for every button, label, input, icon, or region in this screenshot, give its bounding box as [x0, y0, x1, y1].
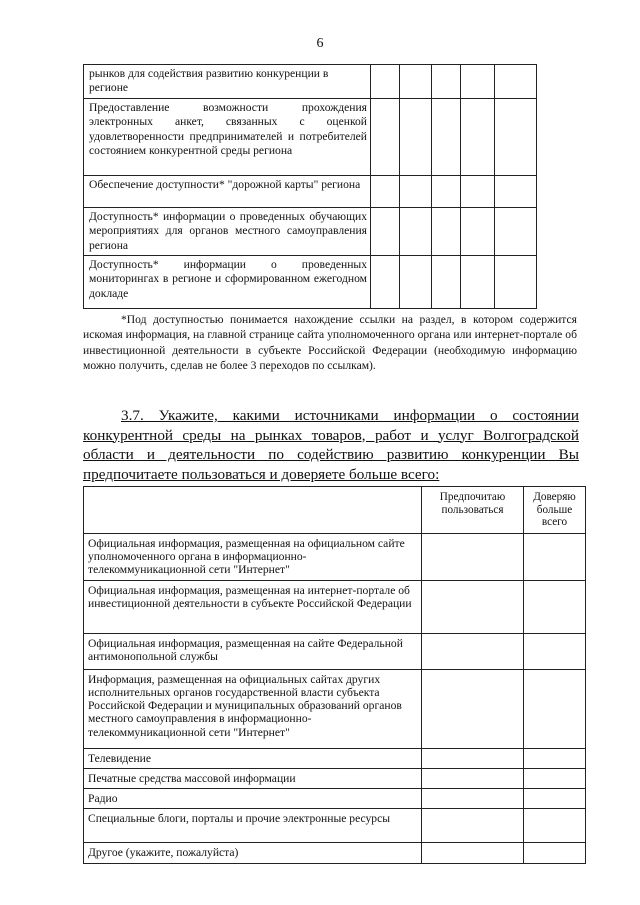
answer-cell[interactable]	[432, 98, 461, 175]
table-row	[84, 843, 586, 863]
information-sources-table	[83, 486, 586, 864]
answer-cell[interactable]	[461, 175, 495, 207]
prefer-cell[interactable]	[422, 580, 524, 633]
prefer-cell[interactable]	[422, 633, 524, 669]
row-label: рынков для содействия развитию конкуренции в регионе	[84, 65, 371, 99]
prefer-cell[interactable]	[422, 669, 524, 748]
answer-cell[interactable]	[371, 256, 400, 309]
answer-cell[interactable]	[495, 207, 537, 255]
prefer-cell[interactable]	[422, 748, 524, 768]
source-label: Телевидение	[84, 748, 422, 768]
trust-cell[interactable]	[524, 580, 586, 633]
answer-cell[interactable]	[461, 98, 495, 175]
row-label: Обеспечение доступности* "дорожной карты" региона	[84, 175, 371, 207]
source-label: Печатные средства массовой информации	[84, 768, 422, 788]
question-3-7: 3.7. Укажите, какими источниками информации о состоянии конкурентной среды на рынках товаров, работ и услуг Волгоградской области и деятельности по содействию развитию конкуренции Вы предпочитаете пользоваться и доверяете больше всего:	[83, 407, 579, 483]
trust-cell[interactable]	[524, 768, 586, 788]
answer-cell[interactable]	[432, 175, 461, 207]
table-row	[84, 580, 586, 633]
table-row	[84, 175, 537, 207]
footnote: *Под доступностью понимается нахождение ссылки на раздел, в котором содержится искомая информация, на главной странице сайта уполномоченного органа или интернет-портале об инвестиционной деятельности в субъекте Российской Федерации (необходимую информацию можно получить, сделав не более 3 переходов по ссылкам).	[83, 313, 577, 372]
prefer-cell[interactable]	[422, 768, 524, 788]
answer-cell[interactable]	[371, 98, 400, 175]
prefer-cell[interactable]	[422, 809, 524, 843]
trust-cell[interactable]	[524, 789, 586, 809]
prefer-cell[interactable]	[422, 789, 524, 809]
answer-cell[interactable]	[432, 207, 461, 255]
answer-cell[interactable]	[371, 175, 400, 207]
trust-cell[interactable]	[524, 633, 586, 669]
prefer-cell[interactable]	[422, 533, 524, 580]
source-label: Официальная информация, размещенная на сайте Федеральной антимонопольной службы	[84, 633, 422, 669]
table-row	[84, 207, 537, 255]
header-row	[84, 487, 586, 534]
source-label: Официальная информация, размещенная на официальном сайте уполномоченного органа в информационно-телекоммуникационной сети "Интернет"	[84, 533, 422, 580]
answer-cell[interactable]	[495, 256, 537, 309]
table-row	[84, 533, 586, 580]
answer-cell[interactable]	[400, 175, 432, 207]
answer-cell[interactable]	[432, 65, 461, 99]
evaluation-table	[83, 64, 537, 309]
answer-cell[interactable]	[400, 98, 432, 175]
answer-cell[interactable]	[371, 65, 400, 99]
header-empty	[84, 487, 422, 534]
answer-cell[interactable]	[495, 175, 537, 207]
trust-cell[interactable]	[524, 809, 586, 843]
answer-cell[interactable]	[495, 65, 537, 99]
trust-cell[interactable]	[524, 843, 586, 863]
table-row	[84, 65, 537, 99]
trust-cell[interactable]	[524, 669, 586, 748]
table-row	[84, 256, 537, 309]
source-label: Специальные блоги, порталы и прочие электронные ресурсы	[84, 809, 422, 843]
source-label: Официальная информация, размещенная на интернет-портале об инвестиционной деятельности в субъекте Российской Федерации	[84, 580, 422, 633]
header-prefer: Предпочитаю пользоваться	[422, 487, 524, 534]
table-row	[84, 768, 586, 788]
table-row	[84, 789, 586, 809]
answer-cell[interactable]	[432, 256, 461, 309]
header-trust: Доверяю больше всего	[524, 487, 586, 534]
table-row	[84, 748, 586, 768]
answer-cell[interactable]	[400, 256, 432, 309]
answer-cell[interactable]	[371, 207, 400, 255]
source-label: Радио	[84, 789, 422, 809]
table-row	[84, 633, 586, 669]
source-label: Информация, размещенная на официальных сайтах других исполнительных органов государственной власти субъекта Российской Федерации и муниципальных образований органов местного самоуправления в информационно-телекоммуникационной сети "Интернет"	[84, 669, 422, 748]
row-label: Доступность* информации о проведенных мониторингах в регионе и сформированном ежегодном докладе	[84, 256, 371, 309]
answer-cell[interactable]	[461, 207, 495, 255]
page-number: 6	[316, 36, 324, 51]
answer-cell[interactable]	[461, 65, 495, 99]
answer-cell[interactable]	[400, 65, 432, 99]
source-label: Другое (укажите, пожалуйста)	[84, 843, 422, 863]
row-label: Доступность* информации о проведенных обучающих мероприятиях для органов местного самоуправления региона	[84, 207, 371, 255]
table-row	[84, 809, 586, 843]
table-row	[84, 98, 537, 175]
trust-cell[interactable]	[524, 533, 586, 580]
trust-cell[interactable]	[524, 748, 586, 768]
row-label: Предоставление возможности прохождения электронных анкет, связанных с оценкой удовлетворенности предпринимателей и потребителей состоянием конкурентной среды региона	[84, 98, 371, 175]
prefer-cell[interactable]	[422, 843, 524, 863]
answer-cell[interactable]	[495, 98, 537, 175]
table-row	[84, 669, 586, 748]
answer-cell[interactable]	[400, 207, 432, 255]
answer-cell[interactable]	[461, 256, 495, 309]
